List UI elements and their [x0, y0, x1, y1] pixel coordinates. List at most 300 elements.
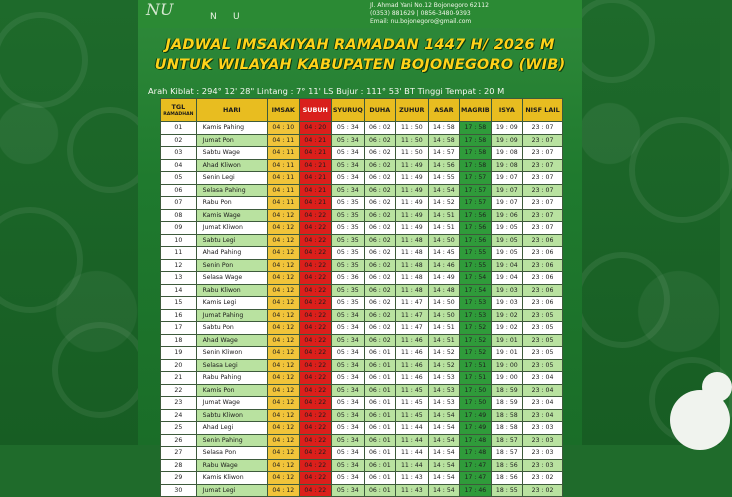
table-row	[161, 259, 563, 272]
imsakiyah-table	[160, 98, 563, 497]
table-row	[161, 459, 563, 472]
cell-subuh: 04 : 22	[299, 334, 332, 347]
col-header-isya: ISYA	[491, 99, 522, 122]
cell-subuh: 04 : 22	[299, 359, 332, 372]
cell-duha: 06 : 01	[364, 397, 395, 410]
table-row	[161, 322, 563, 335]
cell-maghrib: 17 : 57	[460, 197, 491, 210]
cell-tgl: 27	[161, 447, 197, 460]
table-row	[161, 247, 563, 260]
cell-zuhur: 11 : 48	[396, 234, 429, 247]
cell-zuhur: 11 : 44	[396, 434, 429, 447]
cell-isya: 19 : 09	[491, 134, 522, 147]
cell-subuh: 04 : 21	[299, 184, 332, 197]
left-ornament-panel	[0, 0, 138, 445]
poster-header-band	[138, 0, 582, 28]
col-header-nisf-lail: NISF LAIL	[523, 99, 563, 122]
cell-zuhur: 11 : 43	[396, 472, 429, 485]
cell-zuhur: 11 : 44	[396, 459, 429, 472]
cell-asar: 14 : 50	[428, 297, 459, 310]
cell-subuh: 04 : 22	[299, 284, 332, 297]
cell-maghrib: 17 : 55	[460, 247, 491, 260]
cell-nisf: 23 : 06	[523, 272, 563, 285]
cell-maghrib: 17 : 52	[460, 322, 491, 335]
cell-subuh: 04 : 22	[299, 434, 332, 447]
cell-isya: 18 : 57	[491, 447, 522, 460]
cell-asar: 14 : 50	[428, 309, 459, 322]
cell-nisf: 23 : 06	[523, 259, 563, 272]
cell-asar: 14 : 53	[428, 372, 459, 385]
table-row	[161, 434, 563, 447]
cell-asar: 14 : 54	[428, 184, 459, 197]
cell-tgl: 26	[161, 434, 197, 447]
cell-nisf: 23 : 05	[523, 309, 563, 322]
table-row	[161, 147, 563, 160]
cell-tgl: 24	[161, 409, 197, 422]
cell-maghrib: 17 : 52	[460, 347, 491, 360]
cell-syuruq: 05 : 34	[332, 184, 365, 197]
cell-asar: 14 : 51	[428, 209, 459, 222]
cell-syuruq: 05 : 35	[332, 209, 365, 222]
cell-maghrib: 17 : 54	[460, 284, 491, 297]
cell-duha: 06 : 02	[364, 172, 395, 185]
cell-syuruq: 05 : 34	[332, 472, 365, 485]
cell-zuhur: 11 : 47	[396, 322, 429, 335]
cell-duha: 06 : 02	[364, 247, 395, 260]
cell-tgl: 22	[161, 384, 197, 397]
cell-isya: 19 : 03	[491, 284, 522, 297]
kiblat-info: Arah Kiblat : 294° 12' 28" Lintang : 7° 11' LS Bujur : 111° 53' BT Tinggi Tempat : 20 M	[148, 86, 505, 96]
cell-hari: Ahad Kliwon	[196, 159, 267, 172]
cell-asar: 14 : 51	[428, 322, 459, 335]
cell-nisf: 23 : 07	[523, 184, 563, 197]
cell-asar: 14 : 53	[428, 397, 459, 410]
cell-syuruq: 05 : 34	[332, 434, 365, 447]
cell-subuh: 04 : 22	[299, 234, 332, 247]
cell-nisf: 23 : 06	[523, 234, 563, 247]
cell-duha: 06 : 02	[364, 272, 395, 285]
cell-syuruq: 05 : 34	[332, 309, 365, 322]
cell-imsak: 04 : 12	[268, 222, 299, 235]
cell-asar: 14 : 45	[428, 247, 459, 260]
cell-syuruq: 05 : 36	[332, 272, 365, 285]
cell-zuhur: 11 : 49	[396, 197, 429, 210]
table-row	[161, 409, 563, 422]
poster-subtitle: UNTUK WILAYAH KABUPATEN BOJONEGORO (WIB)	[154, 57, 566, 73]
cell-hari: Senin Kliwon	[196, 347, 267, 360]
cell-nisf: 23 : 05	[523, 334, 563, 347]
logo-letter-u: U	[233, 12, 240, 22]
cell-nisf: 23 : 03	[523, 434, 563, 447]
cell-subuh: 04 : 22	[299, 422, 332, 435]
cell-tgl: 04	[161, 159, 197, 172]
cell-syuruq: 05 : 34	[332, 397, 365, 410]
cell-maghrib: 17 : 53	[460, 297, 491, 310]
cell-imsak: 04 : 12	[268, 459, 299, 472]
cell-zuhur: 11 : 48	[396, 284, 429, 297]
cell-imsak: 04 : 12	[268, 309, 299, 322]
cell-subuh: 04 : 21	[299, 197, 332, 210]
cell-imsak: 04 : 12	[268, 322, 299, 335]
cell-hari: Rabu Kliwon	[196, 284, 267, 297]
cell-maghrib: 17 : 51	[460, 359, 491, 372]
cell-nisf: 23 : 04	[523, 397, 563, 410]
cell-imsak: 04 : 11	[268, 197, 299, 210]
cell-hari: Jumat Wage	[196, 397, 267, 410]
cell-asar: 14 : 46	[428, 259, 459, 272]
cell-tgl: 08	[161, 209, 197, 222]
cell-duha: 06 : 01	[364, 359, 395, 372]
table-row	[161, 209, 563, 222]
cell-duha: 06 : 01	[364, 459, 395, 472]
poster-title: JADWAL IMSAKIYAH RAMADAN 1447 H/ 2026 M	[165, 37, 555, 53]
cell-nisf: 23 : 04	[523, 409, 563, 422]
cell-imsak: 04 : 12	[268, 484, 299, 497]
cell-hari: Kamis Pon	[196, 384, 267, 397]
cell-duha: 06 : 01	[364, 422, 395, 435]
cell-duha: 06 : 02	[364, 147, 395, 160]
cell-nisf: 23 : 07	[523, 134, 563, 147]
cell-nisf: 23 : 05	[523, 359, 563, 372]
cell-nisf: 23 : 05	[523, 347, 563, 360]
cell-maghrib: 17 : 58	[460, 147, 491, 160]
col-header-subuh: SUBUH	[299, 99, 332, 122]
col-header-asar: ASAR	[428, 99, 459, 122]
cell-asar: 14 : 49	[428, 272, 459, 285]
cell-nisf: 23 : 07	[523, 122, 563, 135]
cell-syuruq: 05 : 34	[332, 159, 365, 172]
cell-tgl: 10	[161, 234, 197, 247]
col-header-syuruq: SYURUQ	[332, 99, 365, 122]
cell-zuhur: 11 : 49	[396, 172, 429, 185]
cell-maghrib: 17 : 47	[460, 472, 491, 485]
cell-asar: 14 : 52	[428, 197, 459, 210]
cell-subuh: 04 : 22	[299, 409, 332, 422]
logo-letter-n: N	[210, 12, 217, 22]
cell-maghrib: 17 : 52	[460, 334, 491, 347]
cell-maghrib: 17 : 50	[460, 384, 491, 397]
cell-maghrib: 17 : 53	[460, 309, 491, 322]
cell-syuruq: 05 : 35	[332, 234, 365, 247]
cell-tgl: 18	[161, 334, 197, 347]
cell-syuruq: 05 : 35	[332, 259, 365, 272]
cell-zuhur: 11 : 49	[396, 222, 429, 235]
cell-imsak: 04 : 12	[268, 209, 299, 222]
cell-syuruq: 05 : 35	[332, 284, 365, 297]
cell-imsak: 04 : 12	[268, 397, 299, 410]
cell-nisf: 23 : 05	[523, 322, 563, 335]
cell-syuruq: 05 : 34	[332, 384, 365, 397]
cell-tgl: 30	[161, 484, 197, 497]
cell-nisf: 23 : 06	[523, 247, 563, 260]
cell-isya: 19 : 04	[491, 259, 522, 272]
cell-isya: 19 : 07	[491, 184, 522, 197]
cell-imsak: 04 : 12	[268, 359, 299, 372]
cell-asar: 14 : 58	[428, 122, 459, 135]
cell-tgl: 11	[161, 247, 197, 260]
cell-subuh: 04 : 22	[299, 222, 332, 235]
cell-syuruq: 05 : 34	[332, 122, 365, 135]
cell-imsak: 04 : 12	[268, 272, 299, 285]
cell-duha: 06 : 02	[364, 309, 395, 322]
cell-imsak: 04 : 12	[268, 284, 299, 297]
cell-syuruq: 05 : 35	[332, 197, 365, 210]
cell-tgl: 14	[161, 284, 197, 297]
cell-zuhur: 11 : 45	[396, 384, 429, 397]
cell-asar: 14 : 52	[428, 347, 459, 360]
table-row	[161, 272, 563, 285]
cell-hari: Jumat Pon	[196, 134, 267, 147]
cell-imsak: 04 : 12	[268, 234, 299, 247]
cell-hari: Rabu Pon	[196, 197, 267, 210]
table-row	[161, 222, 563, 235]
cell-imsak: 04 : 12	[268, 347, 299, 360]
col-header-tgl: TGL RAMADHAN	[161, 99, 197, 122]
cell-asar: 14 : 54	[428, 459, 459, 472]
table-row	[161, 297, 563, 310]
cell-hari: Sabtu Pon	[196, 322, 267, 335]
table-row	[161, 359, 563, 372]
table-row	[161, 184, 563, 197]
cell-tgl: 29	[161, 472, 197, 485]
cell-tgl: 23	[161, 397, 197, 410]
right-ornament-panel	[582, 0, 720, 445]
cell-imsak: 04 : 11	[268, 134, 299, 147]
cell-asar: 14 : 58	[428, 134, 459, 147]
cell-hari: Kamis Pahing	[196, 122, 267, 135]
email-line: Email: nu.bojonegoro@gmail.com	[370, 18, 472, 25]
cell-syuruq: 05 : 34	[332, 147, 365, 160]
cell-zuhur: 11 : 47	[396, 297, 429, 310]
cell-isya: 19 : 01	[491, 334, 522, 347]
cell-nisf: 23 : 07	[523, 172, 563, 185]
cell-imsak: 04 : 12	[268, 372, 299, 385]
cell-maghrib: 17 : 56	[460, 222, 491, 235]
cell-maghrib: 17 : 47	[460, 459, 491, 472]
cell-isya: 18 : 55	[491, 484, 522, 497]
cell-tgl: 13	[161, 272, 197, 285]
cell-isya: 18 : 59	[491, 397, 522, 410]
table-row	[161, 197, 563, 210]
cell-maghrib: 17 : 58	[460, 122, 491, 135]
cell-duha: 06 : 02	[364, 259, 395, 272]
cell-maghrib: 17 : 56	[460, 209, 491, 222]
cell-maghrib: 17 : 46	[460, 484, 491, 497]
cell-zuhur: 11 : 43	[396, 484, 429, 497]
table-header-row	[161, 99, 563, 122]
cell-duha: 06 : 02	[364, 159, 395, 172]
cell-asar: 14 : 53	[428, 384, 459, 397]
cell-isya: 19 : 08	[491, 159, 522, 172]
cell-syuruq: 05 : 34	[332, 447, 365, 460]
cell-subuh: 04 : 22	[299, 247, 332, 260]
cell-zuhur: 11 : 50	[396, 134, 429, 147]
cell-isya: 19 : 00	[491, 372, 522, 385]
cell-isya: 19 : 01	[491, 347, 522, 360]
cell-syuruq: 05 : 34	[332, 409, 365, 422]
cell-tgl: 07	[161, 197, 197, 210]
phone-line: (0353) 881629 | 0856-3480-9393	[370, 10, 471, 17]
cell-isya: 19 : 00	[491, 359, 522, 372]
cell-maghrib: 17 : 58	[460, 159, 491, 172]
cell-duha: 06 : 01	[364, 472, 395, 485]
cell-subuh: 04 : 22	[299, 259, 332, 272]
cell-isya: 18 : 59	[491, 384, 522, 397]
cell-tgl: 15	[161, 297, 197, 310]
cell-zuhur: 11 : 49	[396, 159, 429, 172]
cell-subuh: 04 : 21	[299, 172, 332, 185]
cell-isya: 19 : 08	[491, 147, 522, 160]
cell-isya: 18 : 56	[491, 472, 522, 485]
cell-maghrib: 17 : 57	[460, 184, 491, 197]
cell-nisf: 23 : 07	[523, 209, 563, 222]
table-row	[161, 234, 563, 247]
cell-subuh: 04 : 21	[299, 147, 332, 160]
cell-asar: 14 : 54	[428, 472, 459, 485]
cell-maghrib: 17 : 48	[460, 434, 491, 447]
cell-isya: 19 : 05	[491, 247, 522, 260]
cell-maghrib: 17 : 56	[460, 234, 491, 247]
table-row	[161, 284, 563, 297]
cell-asar: 14 : 57	[428, 147, 459, 160]
cell-hari: Sabtu Kliwon	[196, 409, 267, 422]
cell-maghrib: 17 : 58	[460, 134, 491, 147]
cell-isya: 19 : 06	[491, 209, 522, 222]
cell-nisf: 23 : 04	[523, 384, 563, 397]
cell-maghrib: 17 : 49	[460, 409, 491, 422]
cell-duha: 06 : 01	[364, 372, 395, 385]
cell-duha: 06 : 01	[364, 434, 395, 447]
cell-duha: 06 : 02	[364, 234, 395, 247]
cell-syuruq: 05 : 35	[332, 247, 365, 260]
cell-subuh: 04 : 22	[299, 209, 332, 222]
cell-nisf: 23 : 06	[523, 284, 563, 297]
cell-nisf: 23 : 04	[523, 372, 563, 385]
cell-imsak: 04 : 12	[268, 472, 299, 485]
cell-nisf: 23 : 03	[523, 422, 563, 435]
cell-hari: Senin Legi	[196, 172, 267, 185]
cell-zuhur: 11 : 49	[396, 184, 429, 197]
cell-tgl: 17	[161, 322, 197, 335]
cell-hari: Selasa Pahing	[196, 184, 267, 197]
cell-hari: Selasa Wage	[196, 272, 267, 285]
cell-zuhur: 11 : 45	[396, 397, 429, 410]
cell-duha: 06 : 02	[364, 122, 395, 135]
cell-subuh: 04 : 22	[299, 309, 332, 322]
cell-tgl: 25	[161, 422, 197, 435]
cell-imsak: 04 : 12	[268, 409, 299, 422]
cell-syuruq: 05 : 35	[332, 297, 365, 310]
cell-subuh: 04 : 22	[299, 397, 332, 410]
cell-nisf: 23 : 07	[523, 159, 563, 172]
cell-duha: 06 : 01	[364, 484, 395, 497]
cell-zuhur: 11 : 47	[396, 309, 429, 322]
cell-asar: 14 : 54	[428, 422, 459, 435]
cell-subuh: 04 : 22	[299, 447, 332, 460]
cell-asar: 14 : 56	[428, 159, 459, 172]
table-row	[161, 122, 563, 135]
cell-hari: Kamis Kliwon	[196, 472, 267, 485]
cell-imsak: 04 : 12	[268, 247, 299, 260]
cell-tgl: 01	[161, 122, 197, 135]
cell-asar: 14 : 50	[428, 234, 459, 247]
ornament-pattern-icon	[0, 0, 138, 445]
cell-hari: Kamis Wage	[196, 209, 267, 222]
cell-isya: 18 : 57	[491, 434, 522, 447]
cell-maghrib: 17 : 50	[460, 397, 491, 410]
cell-maghrib: 17 : 54	[460, 272, 491, 285]
cell-zuhur: 11 : 46	[396, 334, 429, 347]
cell-imsak: 04 : 12	[268, 434, 299, 447]
cell-tgl: 20	[161, 359, 197, 372]
cell-maghrib: 17 : 57	[460, 172, 491, 185]
cell-tgl: 06	[161, 184, 197, 197]
cell-tgl: 03	[161, 147, 197, 160]
cell-subuh: 04 : 22	[299, 484, 332, 497]
bubble-decoration	[702, 372, 732, 402]
cell-isya: 19 : 05	[491, 222, 522, 235]
cell-zuhur: 11 : 46	[396, 359, 429, 372]
cell-syuruq: 05 : 34	[332, 459, 365, 472]
cell-imsak: 04 : 12	[268, 259, 299, 272]
col-header-imsak: IMSAK	[268, 99, 299, 122]
cell-imsak: 04 : 11	[268, 184, 299, 197]
table-row	[161, 397, 563, 410]
address-line: Jl. Ahmad Yani No.12 Bojonegoro 62112	[370, 2, 489, 9]
cell-zuhur: 11 : 50	[396, 147, 429, 160]
cell-duha: 06 : 02	[364, 334, 395, 347]
cell-hari: Selasa Pon	[196, 447, 267, 460]
col-header-zuhur: ZUHUR	[396, 99, 429, 122]
cell-syuruq: 05 : 35	[332, 222, 365, 235]
cell-nisf: 23 : 07	[523, 197, 563, 210]
cell-duha: 06 : 01	[364, 447, 395, 460]
cell-syuruq: 05 : 34	[332, 347, 365, 360]
col-header-duha: DUHA	[364, 99, 395, 122]
ornament-pattern-icon	[582, 0, 720, 445]
table-row	[161, 384, 563, 397]
cell-subuh: 04 : 22	[299, 272, 332, 285]
cell-imsak: 04 : 12	[268, 297, 299, 310]
table-row	[161, 347, 563, 360]
cell-syuruq: 05 : 34	[332, 359, 365, 372]
table-row	[161, 309, 563, 322]
cell-hari: Ahad Legi	[196, 422, 267, 435]
cell-duha: 06 : 02	[364, 322, 395, 335]
cell-subuh: 04 : 21	[299, 134, 332, 147]
cell-hari: Rabu Pahing	[196, 372, 267, 385]
cell-nisf: 23 : 02	[523, 472, 563, 485]
cell-hari: Ahad Pahing	[196, 247, 267, 260]
cell-subuh: 04 : 22	[299, 472, 332, 485]
cell-hari: Ahad Wage	[196, 334, 267, 347]
table-row	[161, 159, 563, 172]
table-row	[161, 134, 563, 147]
cell-isya: 19 : 03	[491, 297, 522, 310]
cell-imsak: 04 : 12	[268, 384, 299, 397]
cell-nisf: 23 : 03	[523, 459, 563, 472]
cell-isya: 19 : 05	[491, 234, 522, 247]
cell-syuruq: 05 : 34	[332, 334, 365, 347]
cell-duha: 06 : 02	[364, 284, 395, 297]
cell-maghrib: 17 : 48	[460, 447, 491, 460]
cell-duha: 06 : 02	[364, 184, 395, 197]
cell-nisf: 23 : 06	[523, 297, 563, 310]
table-row	[161, 172, 563, 185]
imsakiyah-poster	[138, 0, 582, 494]
cell-tgl: 12	[161, 259, 197, 272]
cell-isya: 18 : 56	[491, 459, 522, 472]
